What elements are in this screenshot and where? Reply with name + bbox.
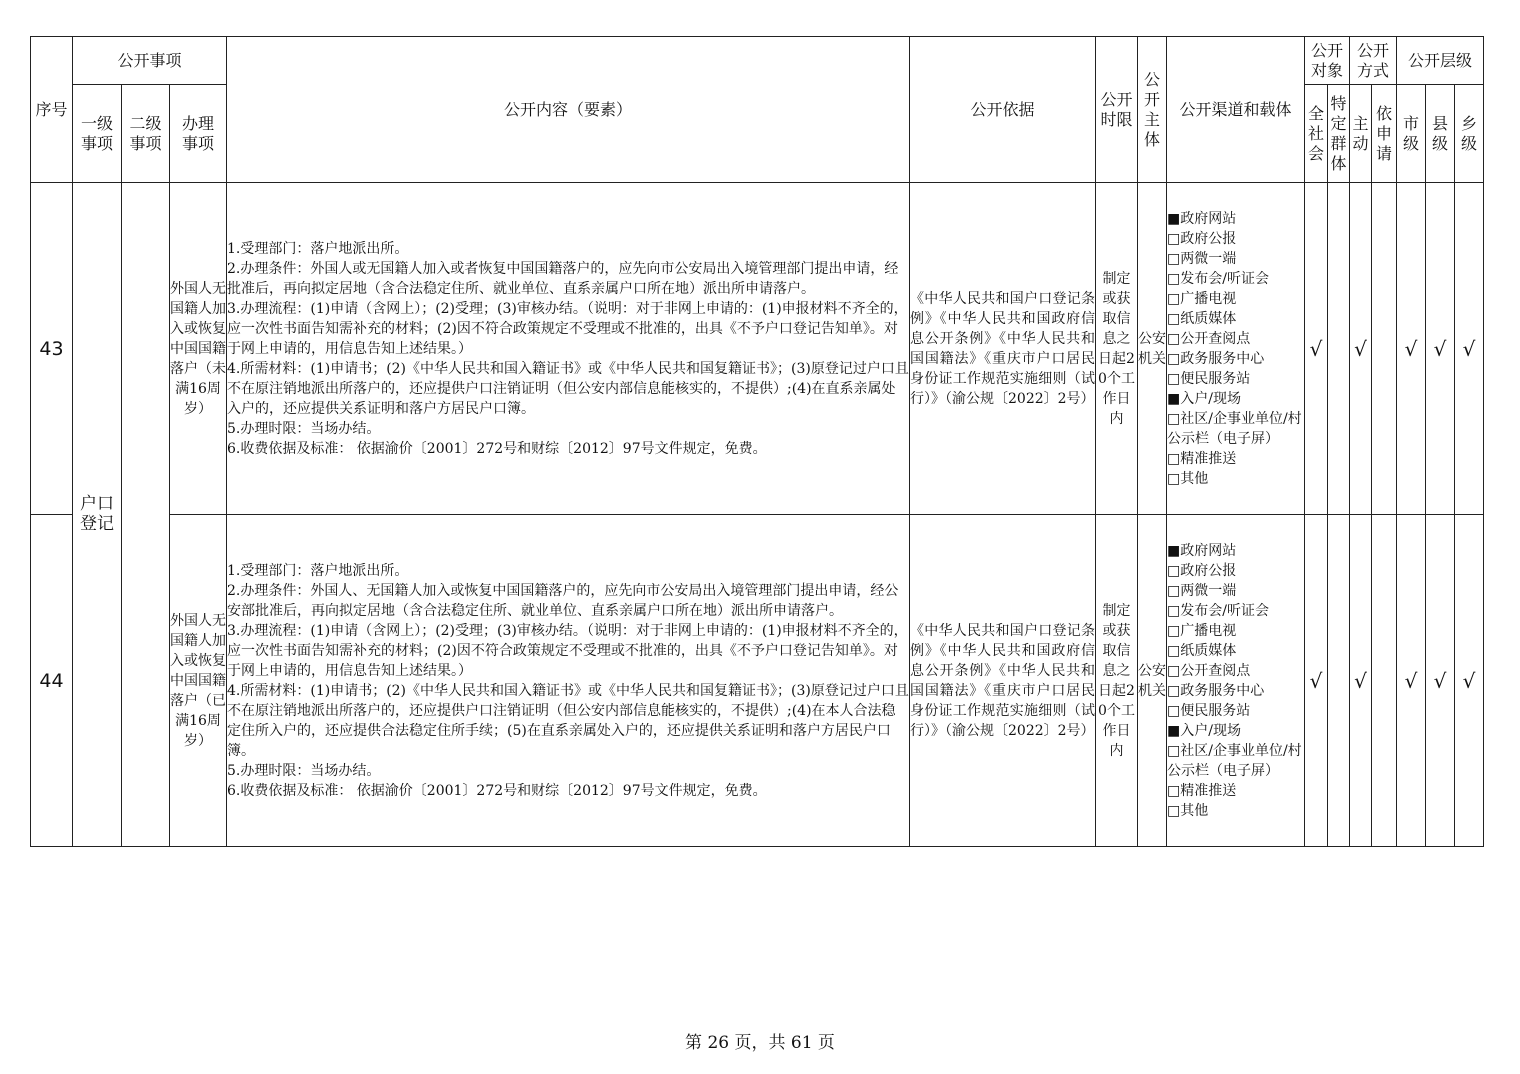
row-channels: ■政府网站 □政府公报 □两微一端 □发布会/听证会 □广播电视 □纸质媒体 □公开查阅点 □政务服务中心 □便民服务站 ■入户/现场 □社区/企事业单位/村公示栏（电子屏） □精准推送 □其他	[1167, 515, 1305, 847]
check-city: √	[1397, 515, 1426, 847]
header-on-request: 依申请	[1372, 85, 1397, 183]
row-content: 1.受理部门：落户地派出所。 2.办理条件：外国人、无国籍人加入或恢复中国国籍落户的，应先向市公安局出入境管理部门提出申请，经公安部批准后，再向拟定居地（含合法稳定住所、就业单位、直系亲属户口所在地）派出所申请落户。 3.办理流程：(1)申请（含网上）；(2)受理；(3)审核办结。（说明：对于非网上申请的：(1)申报材料不齐全的，应一次性书面告知需补充的材料；(2)因不符合政策规定不受理或不批准的，出具《不予户口登记告知单》。对于网上申请的，用信息告知上述结果。） 4.所需材料：(1)申请书；(2)《中华人民共和国入籍证书》或《中华人民共和国复籍证书》；(3)原登记过户口且不在原注销地派出所落户的，还应提供户口注销证明（但公安内部信息能核实的，不提供）;(4)在本人合法稳定住所入户的，还应提供合法稳定住所手续；(5)在直系亲属处入户的，还应提供关系证明和落户方居民户口簿。 5.办理时限：当场办结。 6.收费依据及标准： 依据渝价〔2001〕272号和财综〔2012〕97号文件规定，免费。	[227, 515, 910, 847]
header-time-limit: 公开时限	[1096, 37, 1138, 183]
header-handle: 办理事项	[170, 85, 227, 183]
row-basis: 《中华人民共和国户口登记条例》《中华人民共和国政府信息公开条例》《中华人民共和国国籍法》《重庆市户口居民身份证工作规范实施细则（试行）》（渝公规〔2022〕2号）	[910, 515, 1096, 847]
row-item: 外国人无国籍人加入或恢复中国国籍落户（未满16周岁）	[170, 183, 227, 515]
header-seq: 序号	[31, 37, 73, 183]
header-township: 乡级	[1455, 85, 1484, 183]
header-specific-group: 特定群体	[1328, 85, 1350, 183]
header-subject: 公开主体	[1138, 37, 1167, 183]
header-city: 市级	[1397, 85, 1426, 183]
row-subject: 公安机关	[1138, 183, 1167, 515]
row-time-limit: 制定或获取信息之日起20个工作日内	[1096, 183, 1138, 515]
check-whole-society: √	[1305, 183, 1328, 515]
row-channels: ■政府网站 □政府公报 □两微一端 □发布会/听证会 □广播电视 □纸质媒体 □公开查阅点 □政务服务中心 □便民服务站 ■入户/现场 □社区/企事业单位/村公示栏（电子屏） □精准推送 □其他	[1167, 183, 1305, 515]
level2-item	[122, 183, 170, 847]
header-level1: 一级事项	[73, 85, 122, 183]
table-row	[31, 515, 1484, 847]
header-object: 公开对象	[1305, 37, 1350, 85]
row-subject: 公安机关	[1138, 515, 1167, 847]
check-on-request	[1372, 515, 1397, 847]
header-active: 主动	[1350, 85, 1372, 183]
check-on-request	[1372, 183, 1397, 515]
check-township: √	[1455, 183, 1484, 515]
header-basis: 公开依据	[910, 37, 1096, 183]
check-county: √	[1426, 183, 1455, 515]
disclosure-table	[30, 36, 1484, 847]
header-matters: 公开事项	[73, 37, 227, 85]
header-county: 县级	[1426, 85, 1455, 183]
check-township: √	[1455, 515, 1484, 847]
check-county: √	[1426, 515, 1455, 847]
row-item: 外国人无国籍人加入或恢复中国国籍落户（已满16周岁）	[170, 515, 227, 847]
check-whole-society: √	[1305, 515, 1328, 847]
header-method: 公开方式	[1350, 37, 1397, 85]
header-channels: 公开渠道和载体	[1167, 37, 1305, 183]
page-number: 第 26 页，共 61 页	[685, 1033, 835, 1053]
check-active: √	[1350, 515, 1372, 847]
level1-item: 户口登记	[73, 183, 122, 847]
check-specific-group	[1328, 515, 1350, 847]
row-time-limit: 制定或获取信息之日起20个工作日内	[1096, 515, 1138, 847]
check-active: √	[1350, 183, 1372, 515]
header-content: 公开内容（要素）	[227, 37, 910, 183]
row-seq: 43	[31, 183, 73, 515]
check-specific-group	[1328, 183, 1350, 515]
header-level2: 二级事项	[122, 85, 170, 183]
header-whole-society: 全社会	[1305, 85, 1328, 183]
table-row	[31, 183, 1484, 515]
row-basis: 《中华人民共和国户口登记条例》《中华人民共和国政府信息公开条例》《中华人民共和国国籍法》《重庆市户口居民身份证工作规范实施细则（试行）》（渝公规〔2022〕2号）	[910, 183, 1096, 515]
row-seq: 44	[31, 515, 73, 847]
header-level: 公开层级	[1397, 37, 1484, 85]
check-city: √	[1397, 183, 1426, 515]
row-content: 1.受理部门：落户地派出所。 2.办理条件：外国人或无国籍人加入或者恢复中国国籍落户的，应先向市公安局出入境管理部门提出申请，经批准后，再向拟定居地（含合法稳定住所、就业单位、直系亲属户口所在地）派出所申请落户。 3.办理流程：(1)申请（含网上）；(2)受理；(3)审核办结。（说明：对于非网上申请的：(1)申报材料不齐全的，应一次性书面告知需补充的材料；(2)因不符合政策规定不受理或不批准的，出具《不予户口登记告知单》。对于网上申请的，用信息告知上述结果。） 4.所需材料：(1)申请书；(2)《中华人民共和国入籍证书》或《中华人民共和国复籍证书》；(3)原登记过户口且不在原注销地派出所落户的，还应提供户口注销证明（但公安内部信息能核实的，不提供）;(4)在直系亲属处入户的，还应提供关系证明和落户方居民户口簿。 5.办理时限：当场办结。 6.收费依据及标准： 依据渝价〔2001〕272号和财综〔2012〕97号文件规定，免费。	[227, 183, 910, 515]
